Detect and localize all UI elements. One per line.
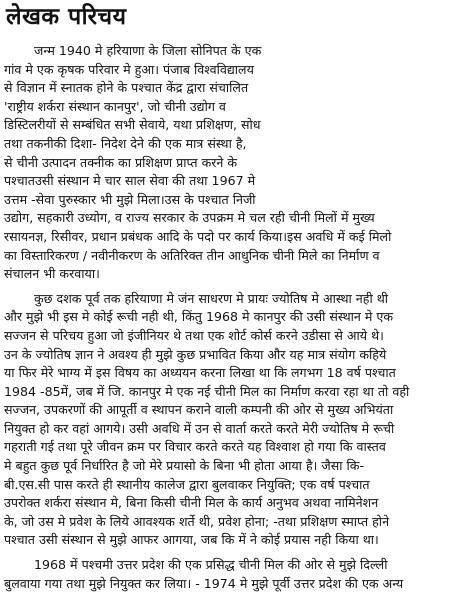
text-line: सज्जन से परिचय हुआ जो इंजीनियर थे तथा एक शोर्ट कोर्स करने उडीसा से आये थे। [4, 327, 384, 343]
text-line: उन के ज्योतिष ज्ञान ने अवश्य ही मुझे कुछ प्रभावित किया और यह मात्र संयोग कहिये [4, 346, 387, 362]
text-line: उत्तम -सेवा पुरुस्कार भी मुझे मिला।उस के पश्चात निजी [4, 191, 256, 207]
text-line: या फिर मेरे भाग्य में इस विषय का अध्ययन करना लिखा था कि लगभग 18 वर्ष पश्चात [4, 365, 396, 381]
text-line: गहराती गई तथा पूरे जीवन क्रम पर विचार करते करते यह विश्वाश हो गया कि वास्तव [4, 439, 386, 455]
text-line: 1984 -85में, जब में जि. कानपुर मे एक नई चीनी मिल का निर्माण करवा रहा था तो वही [4, 383, 410, 399]
text-line: सज्जन, उपकरणों की आपूर्ती व स्थापन कराने वाली कम्पनी की ओर से मुख्य अभियंता [4, 402, 394, 418]
text-line: से विज्ञान में स्नातक होने के पश्चात केंद्र द्वारा संचालित [4, 80, 249, 96]
text-line: से चीनी उत्पादन तक्नीक का प्रशिक्षण प्राप्त करने के [4, 154, 238, 170]
text-line: 'राष्ट्रीय शर्करा संस्थान कानपुर', जो चीनी उद्योग व [4, 98, 226, 114]
text-line: के, जो उस मे प्रवेश के लिये आवश्यक शर्ते थी, प्रवेश होना; -तथा प्रशिक्षण स्माप्त होने [4, 513, 390, 529]
text-line: पश्चात उसी संस्थान से मुझे आफर आगया, जब कि में ने कोई प्रयास नही किया था। [4, 532, 379, 548]
text-line: उद्योग, सहकारी उध्योग, व राज्य सरकार के उपक्रम मे चल रही चीनी मिलों में मुख्य [4, 210, 375, 226]
text-line: रसायनज्ञ, रिसीवर, प्रधान प्रबंधक आदि के पदो पर कार्य किया।इस अवधि में कई मिलो [4, 228, 392, 244]
text-line: तथा तकनीकी दिशा- निदेश देने की एक मात्र संस्था है, [4, 135, 247, 151]
text-line: उपरोक्त शर्करा संस्थान मे, बिना किसी चीनी मिल के कार्य अनुभव अथवा नामिनेशन [4, 495, 379, 511]
text-line: कुछ दशक पूर्व तक हरियाणा मे जंन साधरण मे प्रायः ज्योतिष मे आस्था नही थी [34, 290, 389, 306]
text-line: और मुझे भी इस मे कोई रूची नही थी, किंतु 1968 मे कानपुर की उसी संस्थान मे एक [4, 309, 394, 325]
page-title: लेखक परिचय [6, 4, 127, 30]
text-line: गांव मे एक कृषक परिवार मे हुआ। पंजाब विश्वविद्यालय [4, 61, 254, 77]
text-line: पश्चातउसी संस्थान मे चार साल सेवा की तथा 1967 मे [4, 173, 256, 189]
text-line: डिस्टिलरीयों से सम्बंधित सभी सेवाये, यथा प्रशिक्षण, सोध [4, 117, 261, 133]
text-line: का विस्तारिकरण / नवीनीकरण के अतिरिक्त तीन आधुनिक चीनी मिले का निर्माण व [4, 247, 380, 263]
text-line: 1968 में पश्चमी उत्तर प्रदेश की एक प्रसिद्ध चीनी मिल की ओर से मुझे दिल्ली [34, 557, 388, 573]
body-text [4, 42, 456, 593]
text-line: मे बहुत कुछ पूर्व निर्धारित है जो मेरे प्रयासो के बिना भी होता आया है। जैसा कि- [4, 458, 365, 474]
text-line: संचालन भी करवाया। [4, 266, 100, 282]
text-line: बी.एस.सी पास करते ही स्थानीय कालेज द्वारा बुलवाकर नियुक्ति; एक वर्ष पश्चात [4, 476, 370, 492]
text-line: जन्म 1940 मे हरियाणा के जिला सोनिपत के एक [34, 43, 262, 58]
text-line: नियुक्त हो कर वहां आगये। उसी अवधि में उन से वार्ता करते करते मेरी ज्योतिष मे रूची [4, 420, 395, 436]
text-line: बुलवाया गया तथा मुझे नियुक्त कर लिया। - 1974 मे मुझे पूर्वी उत्तर प्रदेश की एक अन्य [4, 575, 404, 591]
